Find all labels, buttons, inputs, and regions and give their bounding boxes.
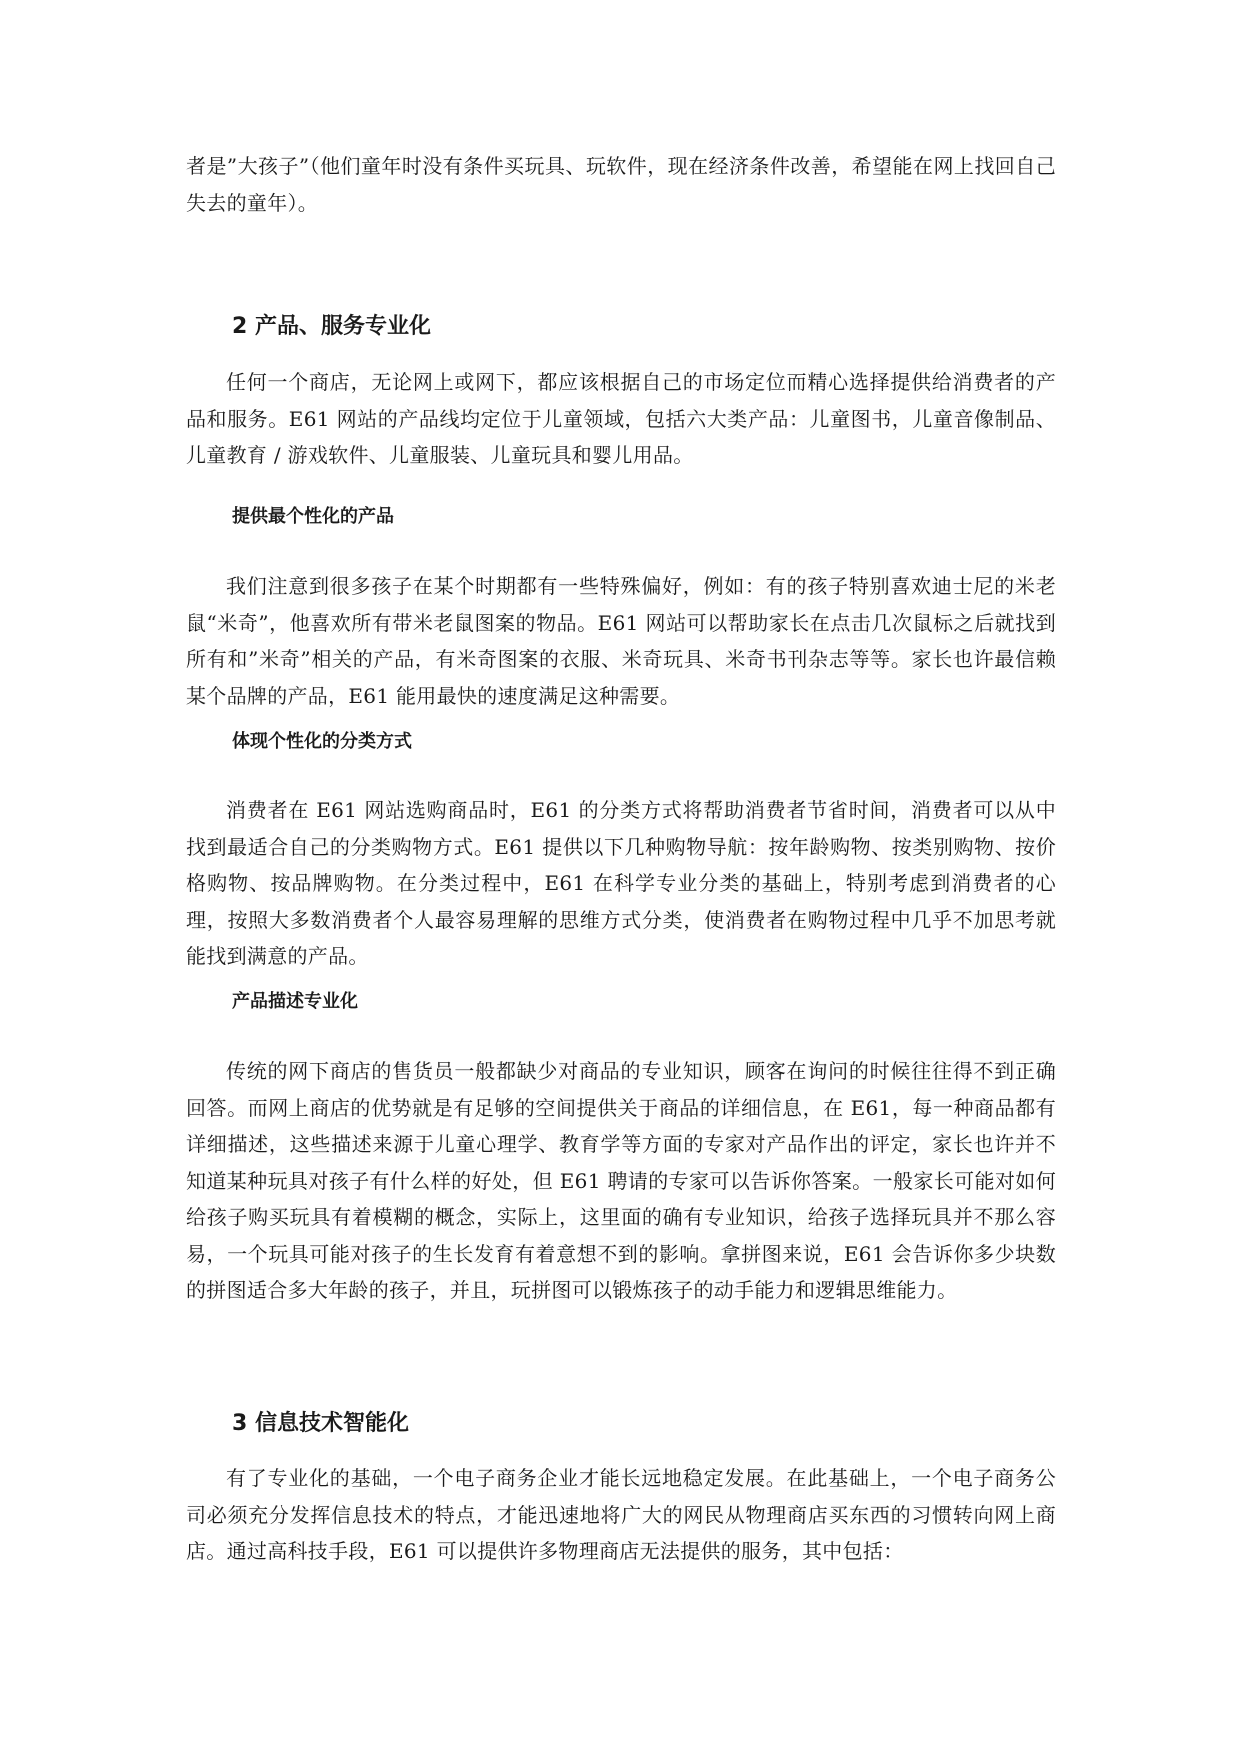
paragraph: 传统的网下商店的售货员一般都缺少对商品的专业知识，顾客在询问的时候往往得不到正确回答。而网上商店的优势就是有足够的空间提供关于商品的详细信息，在 E61，每一种商品都有详细描述，这些描述来源于儿童心理学、教育学等方面的专家对产品作出的评定，家长也许并不知道某种玩具对孩子有什么样的好处，但 E61 聘请的专家可以告诉你答案。一般家长可能对如何给孩子购买玩具有着模糊的概念，实际上，这里面的确有专业知识，给孩子选择玩具并不那么容易，一个玩具可能对孩子的生长发育有着意想不到的影响。拿拼图来说，E61 会告诉你多少块数的拼图适合多大年龄的孩子，并且，玩拼图可以锻炼孩子的动手能力和逻辑思维能力。 [186, 1059, 1056, 1302]
subsection-1-heading-block [186, 503, 1056, 531]
paragraph: 者是”大孩子”（他们童年时没有条件买玩具、玩软件，现在经济条件改善，希望能在网上找回自己失去的童年）。 [186, 154, 1056, 215]
intro-continuation [186, 148, 1056, 221]
paragraph: 任何一个商店，无论网上或网下，都应该根据自己的市场定位而精心选择提供给消费者的产品和服务。E61 网站的产品线均定位于儿童领域，包括六大类产品：儿童图书，儿童音像制品、儿童教育 / 游戏软件、儿童服装、儿童玩具和婴儿用品。 [186, 370, 1056, 467]
section-3-heading-block [186, 1409, 1056, 1439]
subsection-3-heading-block [186, 988, 1056, 1016]
section-2-heading-block [186, 312, 1056, 342]
subsection-heading: 产品描述专业化 [232, 991, 358, 1012]
section-2-paragraph-block [186, 364, 1056, 474]
subsection-heading: 体现个性化的分类方式 [232, 731, 412, 752]
subsection-3-paragraph-block [186, 1053, 1056, 1309]
subsection-1-paragraph-block [186, 568, 1056, 714]
paragraph: 有了专业化的基础，一个电子商务企业才能长远地稳定发展。在此基础上，一个电子商务公司必须充分发挥信息技术的特点，才能迅速地将广大的网民从物理商店买东西的习惯转向网上商店。通过高科技手段，E61 可以提供许多物理商店无法提供的服务，其中包括： [186, 1466, 1056, 1563]
subsection-2-heading-block [186, 728, 1056, 756]
paragraph: 消费者在 E61 网站选购商品时，E61 的分类方式将帮助消费者节省时间，消费者可以从中找到最适合自己的分类购物方式。E61 提供以下几种购物导航：按年龄购物、按类别购物、按价格购物、按品牌购物。在分类过程中，E61 在科学专业分类的基础上，特别考虑到消费者的心理，按照大多数消费者个人最容易理解的思维方式分类，使消费者在购物过程中几乎不加思考就能找到满意的产品。 [186, 798, 1056, 968]
subsection-2-paragraph-block [186, 792, 1056, 975]
section-heading: 2 产品、服务专业化 [232, 314, 431, 339]
subsection-heading: 提供最个性化的产品 [232, 506, 394, 527]
paragraph: 我们注意到很多孩子在某个时期都有一些特殊偏好，例如：有的孩子特别喜欢迪士尼的米老鼠“米奇”，他喜欢所有带米老鼠图案的物品。E61 网站可以帮助家长在点击几次鼠标之后就找到所有和”米奇”相关的产品，有米奇图案的衣服、米奇玩具、米奇书刊杂志等等。家长也许最信赖某个品牌的产品，E61 能用最快的速度满足这种需要。 [186, 574, 1056, 708]
section-heading: 3 信息技术智能化 [232, 1411, 409, 1436]
section-3-paragraph-block [186, 1460, 1056, 1570]
